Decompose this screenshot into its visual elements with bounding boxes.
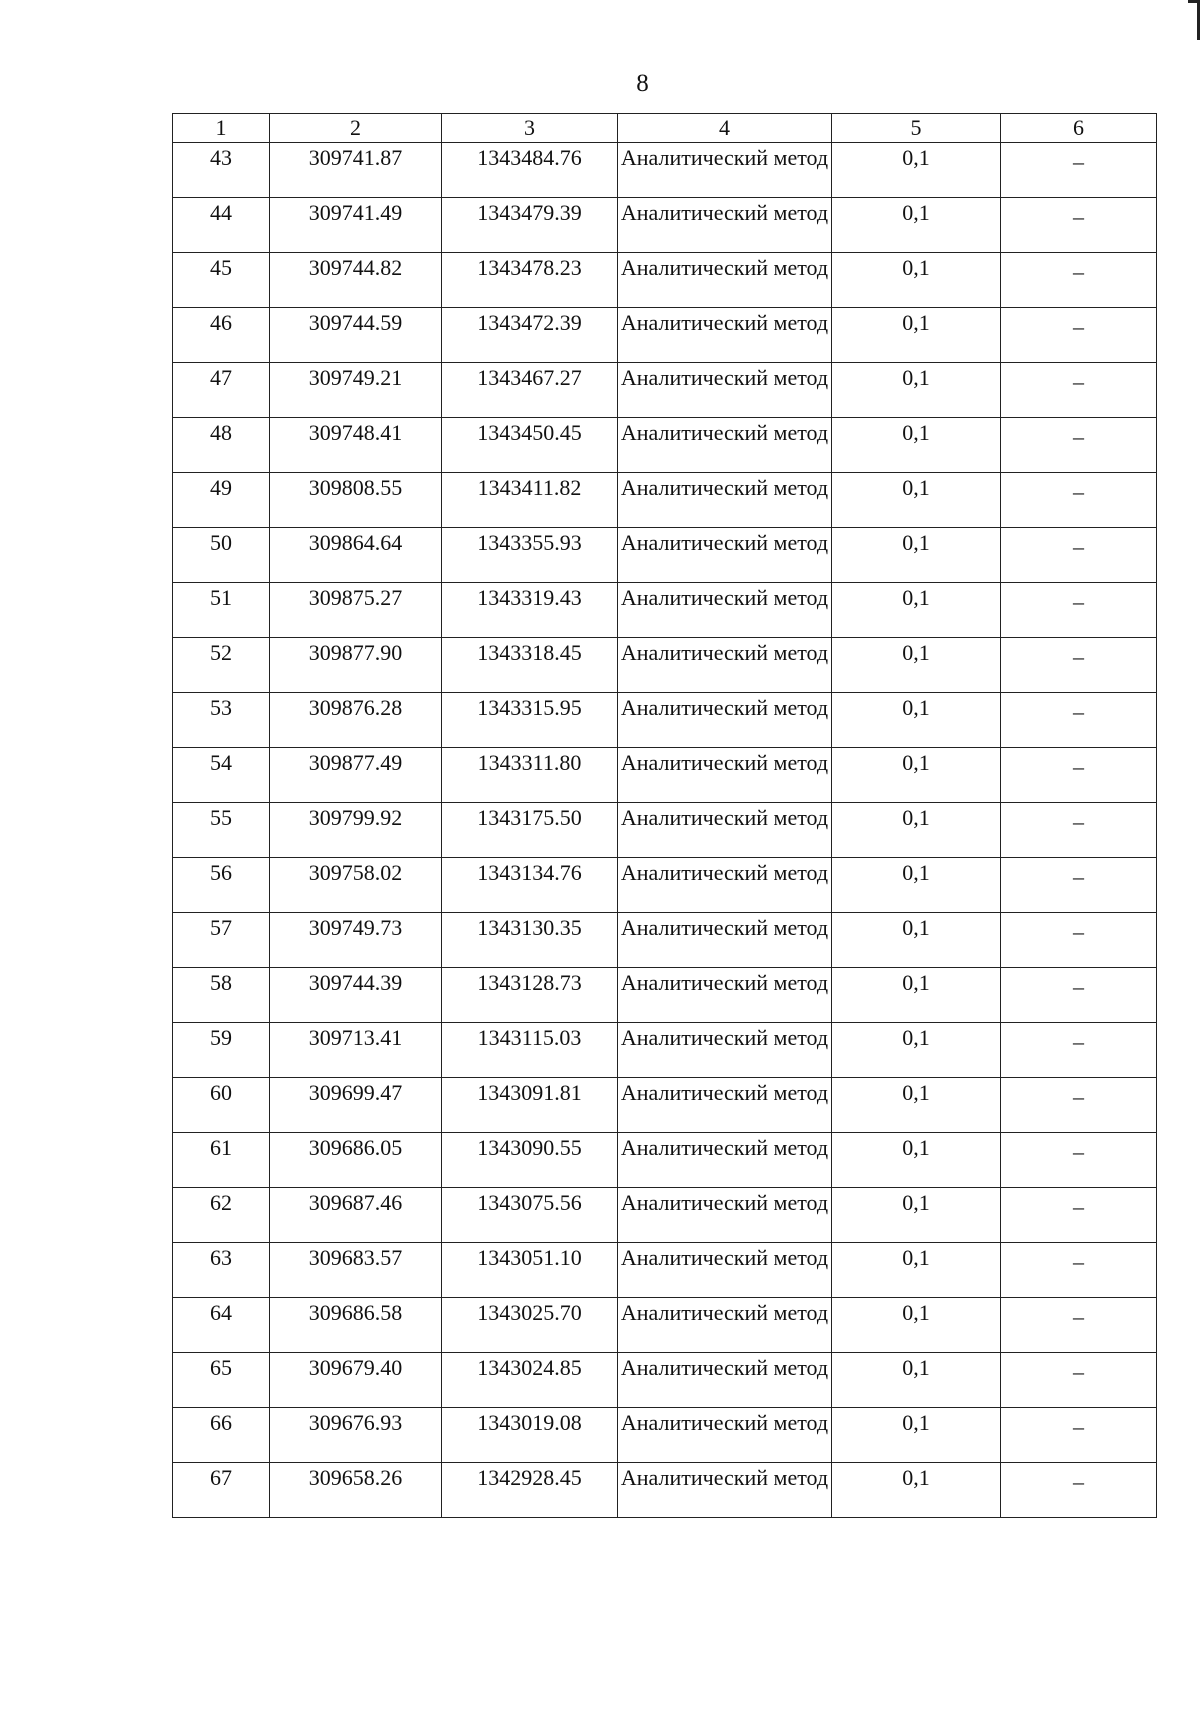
column-header-1: 1	[173, 114, 270, 143]
note-cell	[1001, 143, 1157, 198]
point-number-cell: 46	[173, 308, 270, 363]
accuracy-cell: 0,1	[832, 418, 1001, 473]
point-number-cell: 44	[173, 198, 270, 253]
y-coordinate-cell: 1343311.80	[442, 748, 618, 803]
x-coordinate-cell: 309799.92	[270, 803, 442, 858]
x-coordinate-cell: 309744.39	[270, 968, 442, 1023]
point-number-cell: 66	[173, 1408, 270, 1463]
column-header-6: 6	[1001, 114, 1157, 143]
note-value: –	[1073, 204, 1084, 229]
table-row	[173, 968, 1157, 1023]
method-cell: Аналитический метод	[618, 1243, 832, 1298]
note-value: –	[1073, 1084, 1084, 1109]
accuracy-cell: 0,1	[832, 1408, 1001, 1463]
method-cell: Аналитический метод	[618, 528, 832, 583]
y-coordinate-cell: 1343175.50	[442, 803, 618, 858]
note-cell	[1001, 583, 1157, 638]
method-cell: Аналитический метод	[618, 803, 832, 858]
method-cell: Аналитический метод	[618, 748, 832, 803]
method-cell: Аналитический метод	[618, 418, 832, 473]
accuracy-cell: 0,1	[832, 1353, 1001, 1408]
table-row	[173, 1353, 1157, 1408]
accuracy-cell: 0,1	[832, 1133, 1001, 1188]
point-number-cell: 59	[173, 1023, 270, 1078]
table-row	[173, 1078, 1157, 1133]
y-coordinate-cell: 1343051.10	[442, 1243, 618, 1298]
point-number-cell: 64	[173, 1298, 270, 1353]
method-cell: Аналитический метод	[618, 473, 832, 528]
y-coordinate-cell: 1343318.45	[442, 638, 618, 693]
point-number-cell: 51	[173, 583, 270, 638]
table-row	[173, 1243, 1157, 1298]
note-value: –	[1073, 644, 1084, 669]
note-cell	[1001, 803, 1157, 858]
x-coordinate-cell: 309748.41	[270, 418, 442, 473]
accuracy-cell: 0,1	[832, 913, 1001, 968]
x-coordinate-cell: 309683.57	[270, 1243, 442, 1298]
note-cell	[1001, 748, 1157, 803]
note-value: –	[1073, 1139, 1084, 1164]
method-cell: Аналитический метод	[618, 1298, 832, 1353]
y-coordinate-cell: 1343319.43	[442, 583, 618, 638]
note-value: –	[1073, 1414, 1084, 1439]
point-number-cell: 50	[173, 528, 270, 583]
x-coordinate-cell: 309875.27	[270, 583, 442, 638]
y-coordinate-cell: 1343355.93	[442, 528, 618, 583]
point-number-cell: 57	[173, 913, 270, 968]
method-cell: Аналитический метод	[618, 1078, 832, 1133]
note-cell	[1001, 1408, 1157, 1463]
y-coordinate-cell: 1343411.82	[442, 473, 618, 528]
table-row	[173, 528, 1157, 583]
method-cell: Аналитический метод	[618, 693, 832, 748]
x-coordinate-cell: 309877.49	[270, 748, 442, 803]
y-coordinate-cell: 1343484.76	[442, 143, 618, 198]
method-cell: Аналитический метод	[618, 858, 832, 913]
table-row	[173, 1133, 1157, 1188]
table-row	[173, 1463, 1157, 1518]
x-coordinate-cell: 309808.55	[270, 473, 442, 528]
x-coordinate-cell: 309699.47	[270, 1078, 442, 1133]
y-coordinate-cell: 1343115.03	[442, 1023, 618, 1078]
note-value: –	[1073, 1359, 1084, 1384]
note-cell	[1001, 968, 1157, 1023]
table-row	[173, 1298, 1157, 1353]
x-coordinate-cell: 309749.21	[270, 363, 442, 418]
accuracy-cell: 0,1	[832, 1243, 1001, 1298]
note-value: –	[1073, 534, 1084, 559]
note-value: –	[1073, 754, 1084, 779]
point-number-cell: 54	[173, 748, 270, 803]
y-coordinate-cell: 1343478.23	[442, 253, 618, 308]
point-number-cell: 63	[173, 1243, 270, 1298]
note-cell	[1001, 1298, 1157, 1353]
table-row	[173, 198, 1157, 253]
y-coordinate-cell: 1343315.95	[442, 693, 618, 748]
note-cell	[1001, 638, 1157, 693]
x-coordinate-cell: 309744.59	[270, 308, 442, 363]
point-number-cell: 47	[173, 363, 270, 418]
table-row	[173, 1023, 1157, 1078]
point-number-cell: 48	[173, 418, 270, 473]
method-cell: Аналитический метод	[618, 583, 832, 638]
column-header-3: 3	[442, 114, 618, 143]
point-number-cell: 45	[173, 253, 270, 308]
note-cell	[1001, 1078, 1157, 1133]
accuracy-cell: 0,1	[832, 1188, 1001, 1243]
accuracy-cell: 0,1	[832, 143, 1001, 198]
page-number: 8	[636, 70, 649, 97]
note-cell	[1001, 528, 1157, 583]
note-cell	[1001, 1133, 1157, 1188]
method-cell: Аналитический метод	[618, 1463, 832, 1518]
point-number-cell: 53	[173, 693, 270, 748]
point-number-cell: 61	[173, 1133, 270, 1188]
point-number-cell: 60	[173, 1078, 270, 1133]
point-number-cell: 49	[173, 473, 270, 528]
note-cell	[1001, 1353, 1157, 1408]
table-row	[173, 418, 1157, 473]
column-header-5: 5	[832, 114, 1001, 143]
method-cell: Аналитический метод	[618, 253, 832, 308]
page-edge-mark	[1188, 0, 1200, 40]
note-cell	[1001, 693, 1157, 748]
x-coordinate-cell: 309741.49	[270, 198, 442, 253]
point-number-cell: 62	[173, 1188, 270, 1243]
table-row	[173, 308, 1157, 363]
table-row	[173, 253, 1157, 308]
y-coordinate-cell: 1343134.76	[442, 858, 618, 913]
note-value: –	[1073, 314, 1084, 339]
note-value: –	[1073, 259, 1084, 284]
y-coordinate-cell: 1343024.85	[442, 1353, 618, 1408]
note-value: –	[1073, 589, 1084, 614]
x-coordinate-cell: 309864.64	[270, 528, 442, 583]
table-row	[173, 803, 1157, 858]
table-row	[173, 363, 1157, 418]
note-value: –	[1073, 1469, 1084, 1494]
x-coordinate-cell: 309713.41	[270, 1023, 442, 1078]
accuracy-cell: 0,1	[832, 308, 1001, 363]
x-coordinate-cell: 309676.93	[270, 1408, 442, 1463]
method-cell: Аналитический метод	[618, 968, 832, 1023]
point-number-cell: 43	[173, 143, 270, 198]
note-value: –	[1073, 809, 1084, 834]
note-cell	[1001, 1463, 1157, 1518]
note-cell	[1001, 473, 1157, 528]
note-value: –	[1073, 1194, 1084, 1219]
y-coordinate-cell: 1343090.55	[442, 1133, 618, 1188]
note-value: –	[1073, 1304, 1084, 1329]
x-coordinate-cell: 309679.40	[270, 1353, 442, 1408]
x-coordinate-cell: 309741.87	[270, 143, 442, 198]
x-coordinate-cell: 309744.82	[270, 253, 442, 308]
table-row	[173, 583, 1157, 638]
method-cell: Аналитический метод	[618, 308, 832, 363]
note-cell	[1001, 198, 1157, 253]
table-row	[173, 1188, 1157, 1243]
note-value: –	[1073, 149, 1084, 174]
y-coordinate-cell: 1343075.56	[442, 1188, 618, 1243]
method-cell: Аналитический метод	[618, 913, 832, 968]
point-number-cell: 55	[173, 803, 270, 858]
y-coordinate-cell: 1343479.39	[442, 198, 618, 253]
accuracy-cell: 0,1	[832, 1023, 1001, 1078]
method-cell: Аналитический метод	[618, 638, 832, 693]
y-coordinate-cell: 1343130.35	[442, 913, 618, 968]
table-body	[173, 143, 1157, 1518]
x-coordinate-cell: 309686.58	[270, 1298, 442, 1353]
x-coordinate-cell: 309877.90	[270, 638, 442, 693]
accuracy-cell: 0,1	[832, 748, 1001, 803]
coordinates-table	[172, 113, 1157, 1518]
note-value: –	[1073, 974, 1084, 999]
column-header-4: 4	[618, 114, 832, 143]
note-value: –	[1073, 1249, 1084, 1274]
note-cell	[1001, 1243, 1157, 1298]
table-header-row	[173, 114, 1157, 143]
method-cell: Аналитический метод	[618, 1408, 832, 1463]
note-cell	[1001, 308, 1157, 363]
table-row	[173, 913, 1157, 968]
table-row	[173, 858, 1157, 913]
method-cell: Аналитический метод	[618, 1023, 832, 1078]
x-coordinate-cell: 309687.46	[270, 1188, 442, 1243]
note-cell	[1001, 418, 1157, 473]
y-coordinate-cell: 1343128.73	[442, 968, 618, 1023]
x-coordinate-cell: 309749.73	[270, 913, 442, 968]
method-cell: Аналитический метод	[618, 143, 832, 198]
accuracy-cell: 0,1	[832, 198, 1001, 253]
y-coordinate-cell: 1343450.45	[442, 418, 618, 473]
note-value: –	[1073, 864, 1084, 889]
x-coordinate-cell: 309876.28	[270, 693, 442, 748]
accuracy-cell: 0,1	[832, 528, 1001, 583]
table-row	[173, 638, 1157, 693]
method-cell: Аналитический метод	[618, 1188, 832, 1243]
accuracy-cell: 0,1	[832, 583, 1001, 638]
note-value: –	[1073, 699, 1084, 724]
note-value: –	[1073, 424, 1084, 449]
note-cell	[1001, 913, 1157, 968]
accuracy-cell: 0,1	[832, 803, 1001, 858]
point-number-cell: 52	[173, 638, 270, 693]
note-cell	[1001, 253, 1157, 308]
table-row	[173, 473, 1157, 528]
accuracy-cell: 0,1	[832, 693, 1001, 748]
accuracy-cell: 0,1	[832, 473, 1001, 528]
accuracy-cell: 0,1	[832, 363, 1001, 418]
y-coordinate-cell: 1343025.70	[442, 1298, 618, 1353]
column-header-2: 2	[270, 114, 442, 143]
table-row	[173, 748, 1157, 803]
table-row	[173, 693, 1157, 748]
note-cell	[1001, 363, 1157, 418]
note-cell	[1001, 1188, 1157, 1243]
accuracy-cell: 0,1	[832, 638, 1001, 693]
point-number-cell: 65	[173, 1353, 270, 1408]
note-value: –	[1073, 919, 1084, 944]
method-cell: Аналитический метод	[618, 1133, 832, 1188]
x-coordinate-cell: 309658.26	[270, 1463, 442, 1518]
note-value: –	[1073, 1029, 1084, 1054]
point-number-cell: 67	[173, 1463, 270, 1518]
accuracy-cell: 0,1	[832, 968, 1001, 1023]
x-coordinate-cell: 309686.05	[270, 1133, 442, 1188]
accuracy-cell: 0,1	[832, 858, 1001, 913]
point-number-cell: 58	[173, 968, 270, 1023]
method-cell: Аналитический метод	[618, 198, 832, 253]
y-coordinate-cell: 1343019.08	[442, 1408, 618, 1463]
note-cell	[1001, 858, 1157, 913]
note-value: –	[1073, 479, 1084, 504]
note-value: –	[1073, 369, 1084, 394]
note-cell	[1001, 1023, 1157, 1078]
method-cell: Аналитический метод	[618, 1353, 832, 1408]
method-cell: Аналитический метод	[618, 363, 832, 418]
accuracy-cell: 0,1	[832, 1298, 1001, 1353]
y-coordinate-cell: 1343472.39	[442, 308, 618, 363]
x-coordinate-cell: 309758.02	[270, 858, 442, 913]
accuracy-cell: 0,1	[832, 253, 1001, 308]
y-coordinate-cell: 1343467.27	[442, 363, 618, 418]
accuracy-cell: 0,1	[832, 1078, 1001, 1133]
accuracy-cell: 0,1	[832, 1463, 1001, 1518]
table-row	[173, 143, 1157, 198]
y-coordinate-cell: 1343091.81	[442, 1078, 618, 1133]
table-row	[173, 1408, 1157, 1463]
y-coordinate-cell: 1342928.45	[442, 1463, 618, 1518]
point-number-cell: 56	[173, 858, 270, 913]
